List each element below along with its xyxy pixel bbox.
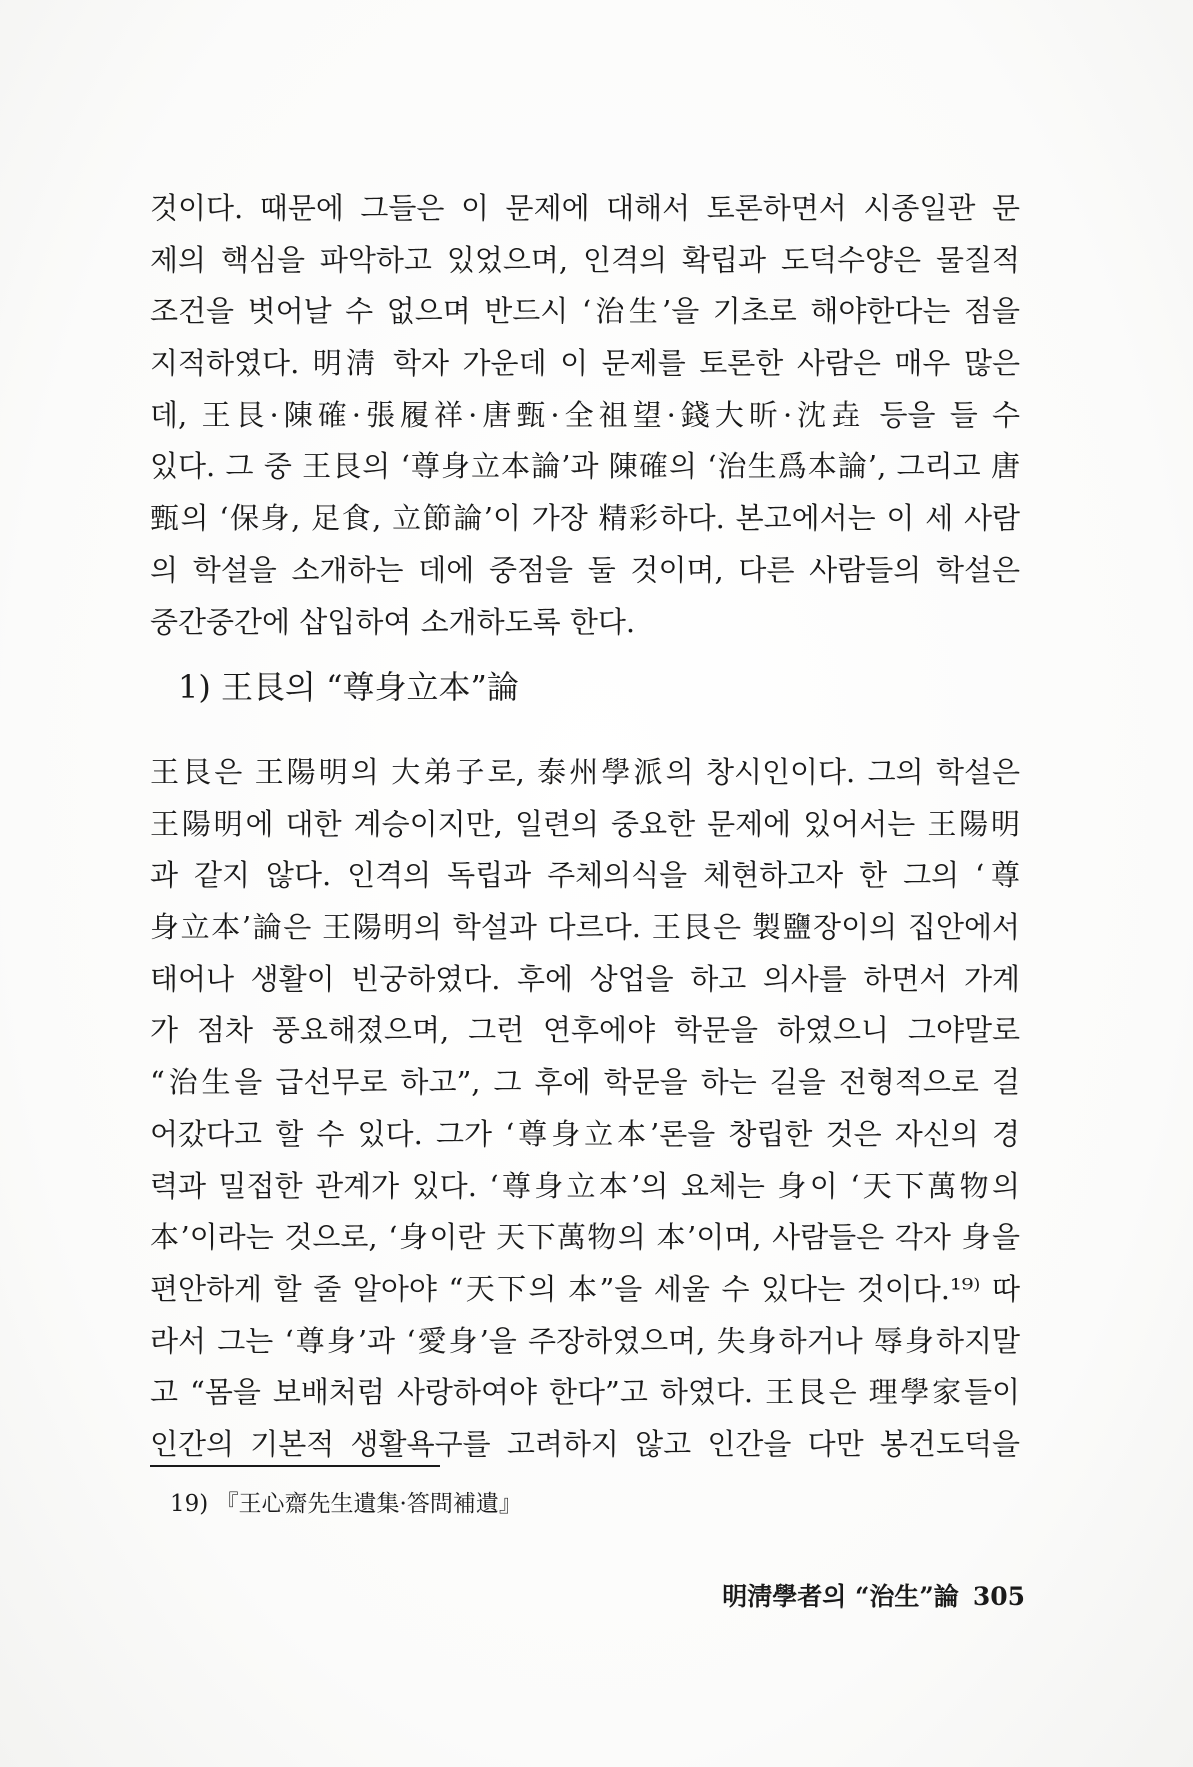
- text-line: 과 같지 않다. 인격의 독립과 주체의식을 체현하고자 한 그의 ‘尊: [150, 858, 1020, 893]
- text-line: 身立本’論은 王陽明의 학설과 다르다. 王艮은 製鹽장이의 집안에서: [150, 910, 1020, 945]
- text-line: 조건을 벗어날 수 없으며 반드시 ‘治生’을 기초로 해야한다는 점을: [150, 294, 1020, 329]
- text-line: 王艮은 王陽明의 大弟子로, 泰州學派의 창시인이다. 그의 학설은: [150, 755, 1020, 789]
- footnote-divider: [150, 1465, 440, 1467]
- text-line: 제의 핵심을 파악하고 있었으며, 인격의 확립과 도덕수양은 물질적: [150, 242, 1020, 277]
- body-paragraph: [150, 747, 1020, 1471]
- text-line: 어갔다고 할 수 있다. 그가 ‘尊身立本’론을 창립한 것은 자신의 경: [150, 1116, 1020, 1151]
- text-line: 가 점차 풍요해졌으며, 그런 연후에야 학문을 하였으니 그야말로: [150, 1013, 1020, 1048]
- text-line: 중간중간에 삽입하여 소개하도록 한다.: [150, 604, 636, 639]
- text-line: 라서 그는 ‘尊身’과 ‘愛身’을 주장하였으며, 失身하거나 辱身하지말: [150, 1323, 1020, 1358]
- running-footer: [722, 1580, 1025, 1614]
- running-title: 明淸學者의 “治生”論: [722, 1582, 959, 1611]
- text-line: 있다. 그 중 王艮의 ‘尊身立本論’과 陳確의 ‘治生爲本論’, 그리고 唐: [150, 449, 1020, 484]
- text-line: 고 “몸을 보배처럼 사랑하여야 한다”고 하였다. 王艮은 理學家들이: [150, 1375, 1020, 1410]
- page-number: 305: [972, 1582, 1025, 1611]
- text-line: 태어나 생활이 빈궁하였다. 후에 상업을 하고 의사를 하면서 가계: [150, 961, 1020, 996]
- text-line: 데, 王艮·陳確·張履祥·唐甄·全祖望·錢大昕·沈垚 등을 들 수: [150, 397, 1020, 432]
- text-line: 本’이라는 것으로, ‘身이란 天下萬物의 本’이며, 사람들은 각자 身을: [150, 1220, 1020, 1255]
- text-line: 甄의 ‘保身, 足食, 立節論’이 가장 精彩하다. 본고에서는 이 세 사람: [150, 501, 1020, 536]
- text-line: “治生을 급선무로 하고”, 그 후에 학문을 하는 길을 전형적으로 걸: [150, 1065, 1020, 1100]
- section-heading: 1) 王艮의 “尊身立本”論: [178, 668, 519, 706]
- text-line: 것이다. 때문에 그들은 이 문제에 대해서 토론하면서 시종일관 문: [150, 191, 1020, 225]
- intro-paragraph: [150, 183, 1020, 648]
- footnote: 19) 『王心齋先生遺集·答問補遺』: [170, 1491, 522, 1517]
- text-line: 王陽明에 대한 계승이지만, 일련의 중요한 문제에 있어서는 王陽明: [150, 806, 1020, 841]
- text-line: 편안하게 할 줄 알아야 “天下의 本”을 세울 수 있다는 것이다.¹⁹⁾ 따: [150, 1271, 1020, 1306]
- text-line: 의 학설을 소개하는 데에 중점을 둘 것이며, 다른 사람들의 학설은: [150, 552, 1020, 587]
- text-line: 지적하였다. 明淸 학자 가운데 이 문제를 토론한 사람은 매우 많은: [150, 346, 1020, 381]
- text-line: 인간의 기본적 생활욕구를 고려하지 않고 인간을 다만 봉건도덕을: [150, 1426, 1020, 1461]
- text-line: 력과 밀접한 관계가 있다. ‘尊身立本’의 요체는 身이 ‘天下萬物의: [150, 1168, 1020, 1203]
